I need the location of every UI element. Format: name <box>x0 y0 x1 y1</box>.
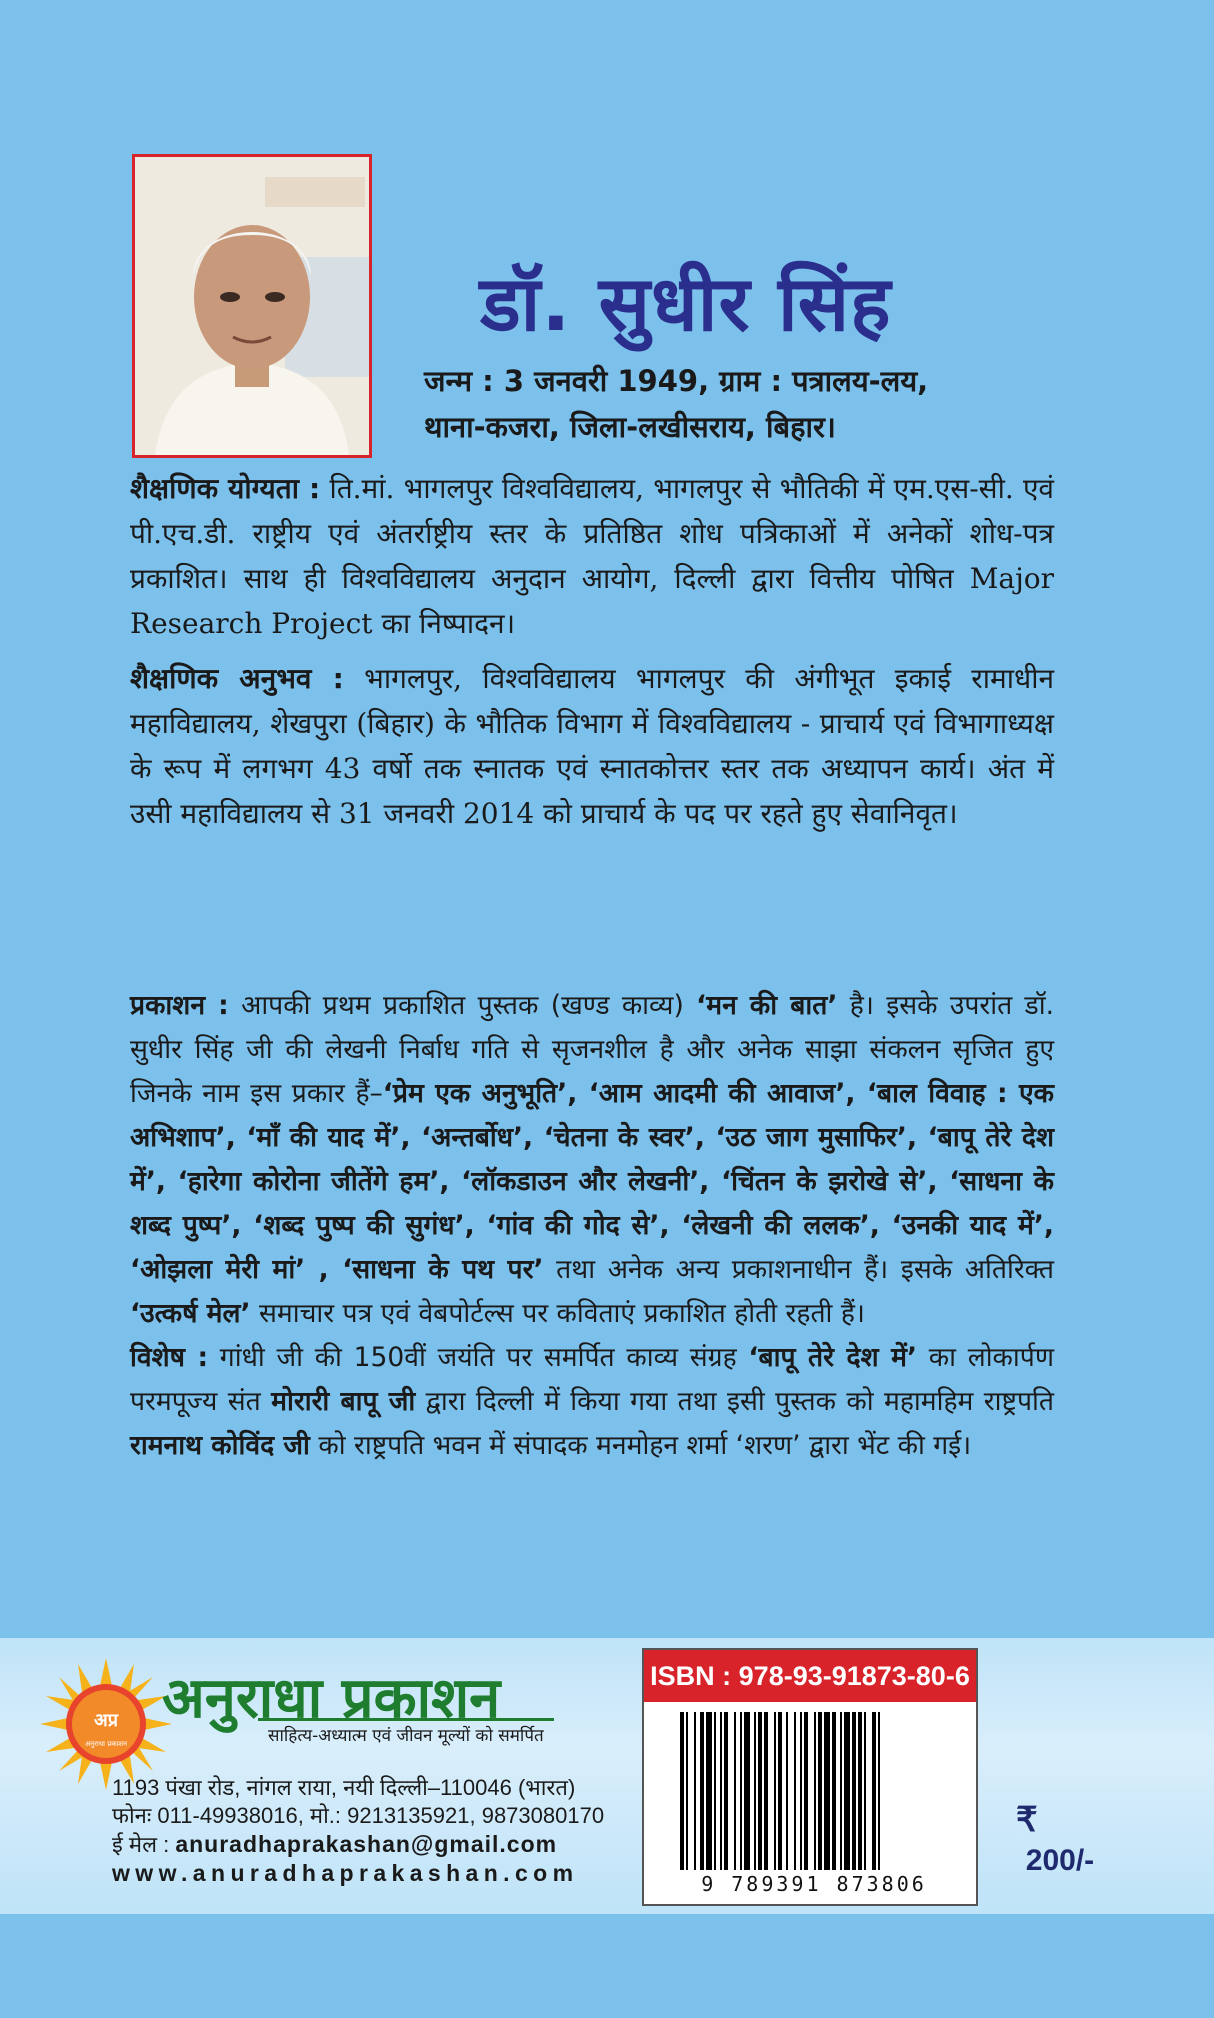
special-paragraph <box>130 1336 1054 1468</box>
publisher-tagline: साहित्य-अध्यात्म एवं जीवन मूल्यों को समर्पित <box>258 1718 554 1749</box>
publication-text-3: तथा अनेक अन्य प्रकाशनाधीन हैं। इसके अतिरिक्त <box>543 1254 1054 1285</box>
barcode-bar <box>852 1712 856 1870</box>
author-name: डॉ. सुधीर सिंह <box>480 259 892 348</box>
president-name: रामनाथ कोविंद जी <box>130 1430 310 1461</box>
barcode-bar <box>686 1712 688 1870</box>
education-paragraph <box>130 466 1054 646</box>
publisher-logo-icon <box>38 1656 174 1792</box>
barcode-bar <box>840 1712 842 1870</box>
newspaper-name: ‘उत्कर्ष मेल’ <box>130 1298 251 1329</box>
publication-paragraph <box>130 984 1054 1336</box>
publisher-website: www.anuradhaprakashan.com <box>112 1860 579 1886</box>
publisher-phone: फोनः 011-49938016, मो.: 9213135921, 9873080170 <box>112 1803 605 1828</box>
barcode-bar <box>758 1712 762 1870</box>
birth-details <box>424 358 1104 450</box>
barcode-bar <box>794 1712 796 1870</box>
rupee-symbol: ₹ <box>1016 1801 1038 1839</box>
barcode-bar <box>744 1712 750 1870</box>
barcode-bar <box>734 1712 736 1870</box>
barcode-bar <box>858 1712 862 1870</box>
special-text-4: को राष्ट्रपति भवन में संपादक मनमोहन शर्मा ‘शरण’ द्वारा भेंट की गई। <box>309 1430 972 1461</box>
barcode-bar <box>694 1712 696 1870</box>
barcode-icon <box>680 1712 948 1870</box>
author-photo <box>132 154 372 458</box>
experience-paragraph <box>130 656 1054 836</box>
publisher-contact <box>112 1774 612 1887</box>
author-bio <box>130 466 1054 846</box>
education-label: शैक्षणिक योग्यता : <box>130 472 321 505</box>
barcode-bar <box>714 1712 716 1870</box>
publication-label: प्रकाशन : <box>130 990 229 1021</box>
barcode-bar <box>832 1712 836 1870</box>
barcode-bar <box>778 1712 782 1870</box>
barcode-bar <box>878 1712 880 1870</box>
education-text: ति.मां. भागलपुर विश्वविद्यालय, भागलपुर से भौतिकी में एम.एस-सी. एवं पी.एच.डी. राष्ट्रीय एवं अंतर्राष्ट्रीय स्तर के प्रतिष्ठित शोध पत्रिकाओं में अनेकों शोध-पत्र प्रकाशित। साथ ही विश्वविद्यालय अनुदान आयोग, दिल्ली द्वारा वित्तीय पोषित Major Research Project का निष्पादन। <box>130 472 1054 640</box>
barcode-number: 9 789391 873806 <box>701 1872 927 1896</box>
birth-line-2: थाना-कजरा, जिला-लखीसराय, बिहार। <box>424 410 836 444</box>
price <box>1010 1800 1110 1878</box>
barcode-bar <box>824 1712 830 1870</box>
publication-text-2: है। इसके उपरांत डॉ. सुधीर सिंह जी की लेखनी निर्बाध गति से सृजनशील है और अनेक साझा संकलन सृजित हुए जिनके नाम इस प्रकार हैं– <box>130 990 1054 1109</box>
barcode-bar <box>700 1712 704 1870</box>
saint-name: मोरारी बापू जी <box>271 1386 416 1417</box>
price-amount: 200/- <box>1025 1844 1095 1877</box>
publisher-email-line <box>112 1830 612 1859</box>
publications-section <box>130 984 1054 1468</box>
barcode-bar <box>706 1712 712 1870</box>
barcode-bar <box>774 1712 776 1870</box>
special-label: विशेष : <box>130 1342 209 1373</box>
barcode-bar <box>814 1712 816 1870</box>
barcode-bar <box>800 1712 802 1870</box>
anthology-titles: ‘प्रेम एक अनुभूति’, ‘आम आदमी की आवाज’, ‘बाल विवाह : एक अभिशाप’, ‘माँ की याद में’, ‘अन्तर्बोध’, ‘चेतना के स्वर’, ‘उठ जाग मुसाफिर’, ‘बापू तेरे देश में’, ‘हारेगा कोरोना जीतेंगे हम’, ‘लॉकडाउन और लेखनी’, ‘चिंतन के झरोखे से’, ‘साधना के शब्द पुष्प’, ‘शब्द पुष्प की सुगंध’, ‘गांव की गोद से’, ‘लेखनी की ललक’, ‘उनकी याद में’, ‘ओझला मेरी मां’ , ‘साधना के पथ पर’ <box>130 1078 1054 1285</box>
birth-line-1: जन्म : 3 जनवरी 1949, ग्राम : पत्रालय-लय, <box>424 364 929 398</box>
barcode-bar <box>680 1712 684 1870</box>
isbn-label: ISBN : 978-93-91873-80-6 <box>644 1650 976 1702</box>
barcode-bar <box>754 1712 756 1870</box>
barcode-bar <box>872 1712 876 1870</box>
publication-text-4: समाचार पत्र एवं वेबपोर्टल्स पर कविताएं प्रकाशित होती रहती हैं। <box>250 1298 865 1329</box>
first-book-title: ‘मन की बात’ <box>696 990 838 1021</box>
special-text-3: द्वारा दिल्ली में किया गया तथा इसी पुस्तक को महामहिम राष्ट्रपति <box>415 1386 1055 1417</box>
special-text-2: का लोकार्पण परमपूज्य संत <box>130 1342 1054 1417</box>
bottom-strip <box>0 1914 1214 2018</box>
logo-monogram: अप्र <box>94 1710 118 1731</box>
barcode-bar <box>844 1712 850 1870</box>
barcode-bar <box>786 1712 788 1870</box>
special-book-title: ‘बापू तेरे देश में’ <box>748 1342 918 1373</box>
publication-text-1: आपकी प्रथम प्रकाशित पुस्तक (खण्ड काव्य) <box>228 990 697 1021</box>
special-text-1: गांधी जी की 150वीं जयंति पर समर्पित काव्य संग्रह <box>208 1342 749 1373</box>
publisher-email: anuradhaprakashan@gmail.com <box>175 1831 558 1857</box>
email-label: ई मेल : <box>112 1832 170 1857</box>
author-portrait-image <box>135 157 369 455</box>
publisher-name: अनुराधा प्रकाशन <box>162 1666 501 1731</box>
barcode-bar <box>864 1712 866 1870</box>
logo-subtext: अनुराधा प्रकाशन <box>84 1740 128 1748</box>
barcode-bar <box>724 1712 728 1870</box>
barcode-bar <box>740 1712 742 1870</box>
publisher-address: 1193 पंखा रोड, नांगल राया, नयी दिल्ली–110046 (भारत) <box>112 1775 576 1800</box>
experience-text: भागलपुर, विश्वविद्यालय भागलपुर की अंगीभूत इकाई रामाधीन महाविद्यालय, शेखपुरा (बिहार) के भौतिक विभाग में विश्वविद्यालय - प्राचार्य एवं विभागाध्यक्ष के रूप में लगभग 43 वर्षो तक स्नातक एवं स्नातकोत्तर स्तर तक अध्यापन कार्य। अंत में उसी महाविद्यालय से 31 जनवरी 2014 को प्राचार्य के पद पर रहते हुए सेवानिवृत। <box>130 662 1054 830</box>
barcode-bar <box>764 1712 768 1870</box>
barcode-bar <box>818 1712 822 1870</box>
barcode-bar <box>720 1712 722 1870</box>
isbn-barcode-box <box>642 1648 978 1906</box>
barcode-bar <box>804 1712 808 1870</box>
experience-label: शैक्षणिक अनुभव : <box>130 662 344 695</box>
